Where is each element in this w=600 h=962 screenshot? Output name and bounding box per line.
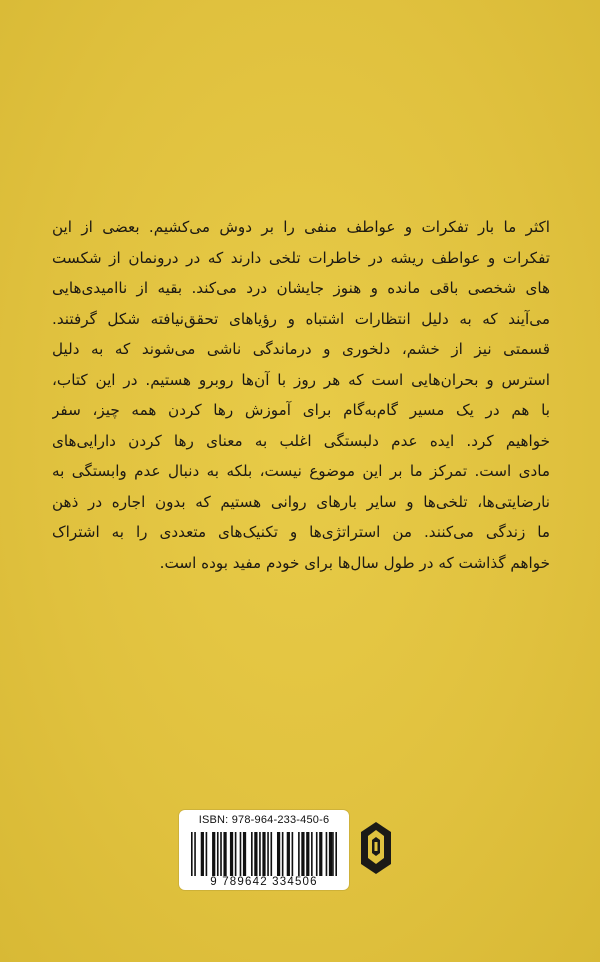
barcode-bar	[240, 832, 242, 876]
barcode-bar	[217, 832, 219, 876]
barcode-bar	[298, 832, 300, 876]
barcode-bar	[259, 832, 261, 876]
barcode-bar	[243, 832, 246, 876]
isbn-label: ISBN: 978-964-233-450-6	[198, 814, 330, 826]
barcode-bar	[230, 832, 233, 876]
blurb-text	[52, 212, 550, 578]
barcode-bar	[319, 832, 322, 876]
barcode-bar	[282, 832, 284, 876]
blurb-line: نارضایتی‌ها، تلخی‌ها و سایر بارهای روانی هستیم که بدون اجاره در ذهن	[52, 492, 550, 511]
barcode-bar	[267, 832, 269, 876]
blurb-line: با هم در یک مسیر گام‌به‌گام برای آموزش رها کردن همه چیز، سفر	[52, 401, 550, 419]
blurb-line: قسمتی نیز از خشم، دلخوری و درماندگی ناشی می‌شوند که به دلیل	[52, 340, 550, 358]
barcode-icon	[187, 832, 341, 876]
barcode-bar	[335, 832, 337, 876]
blurb-line: ما زندگی می‌کنند. من استراتژی‌ها و تکنیک‌های متعددی را به اشتراک	[52, 523, 550, 541]
barcode-bar	[251, 832, 253, 876]
barcode-bar	[332, 832, 334, 876]
barcode-bar	[212, 832, 215, 876]
blurb-line: خواهیم کرد. ایده عدم دلبستگی اغلب به معنای رها کردن دارایی‌های	[52, 431, 550, 450]
barcode-bar	[326, 832, 328, 876]
barcode-bar	[223, 832, 226, 876]
publisher-logo-icon	[359, 820, 393, 876]
barcode-bar	[292, 832, 294, 876]
barcode-bar	[306, 832, 309, 876]
barcode-bar	[206, 832, 208, 876]
barcode-bar	[262, 832, 265, 876]
blurb-line: اکثر ما بار تفکرات و عواطف منفی را بر دوش می‌کشیم. بعضی از این	[52, 218, 550, 236]
barcode-bar	[316, 832, 318, 876]
barcode-bar	[301, 832, 304, 876]
barcode-bar	[277, 832, 280, 876]
barcode-bar	[191, 832, 193, 876]
barcode-bar	[194, 832, 196, 876]
blurb-line: استرس و بحران‌هایی است که هر روز با آن‌ها روبرو هستیم. در این کتاب،	[52, 370, 550, 389]
barcode-bar	[311, 832, 313, 876]
barcode-panel	[179, 810, 349, 890]
blurb-line: های شخصی باقی مانده و هنوز جایشان درد می‌کند. بقیه از ناامیدی‌هایی	[52, 279, 550, 297]
barcode-digits: 9 789642 334506	[210, 876, 318, 888]
barcode-bar	[254, 832, 257, 876]
blurb-line: تفکرات و عواطف ریشه در خاطرات تلخی دارند که در درونمان از شکست	[52, 248, 550, 267]
blurb-line: مادی است. تمرکز ما بر این موضوع نیست، بلکه به دنبال عدم وابستگی به	[52, 462, 550, 480]
barcode-bar	[235, 832, 237, 876]
barcode-bar	[329, 832, 332, 876]
barcode-bar	[287, 832, 290, 876]
blurb-line: خواهم گذاشت که در طول سال‌ها برای خودم مفید بوده است.	[159, 553, 550, 572]
barcode-bar	[270, 832, 272, 876]
barcode-bar	[220, 832, 222, 876]
blurb-line: می‌آیند که به دلیل انتظارات اشتباه و رؤیاهای تحقق‌نیافته شکل گرفتند.	[52, 309, 550, 328]
barcode-bar	[201, 832, 204, 876]
